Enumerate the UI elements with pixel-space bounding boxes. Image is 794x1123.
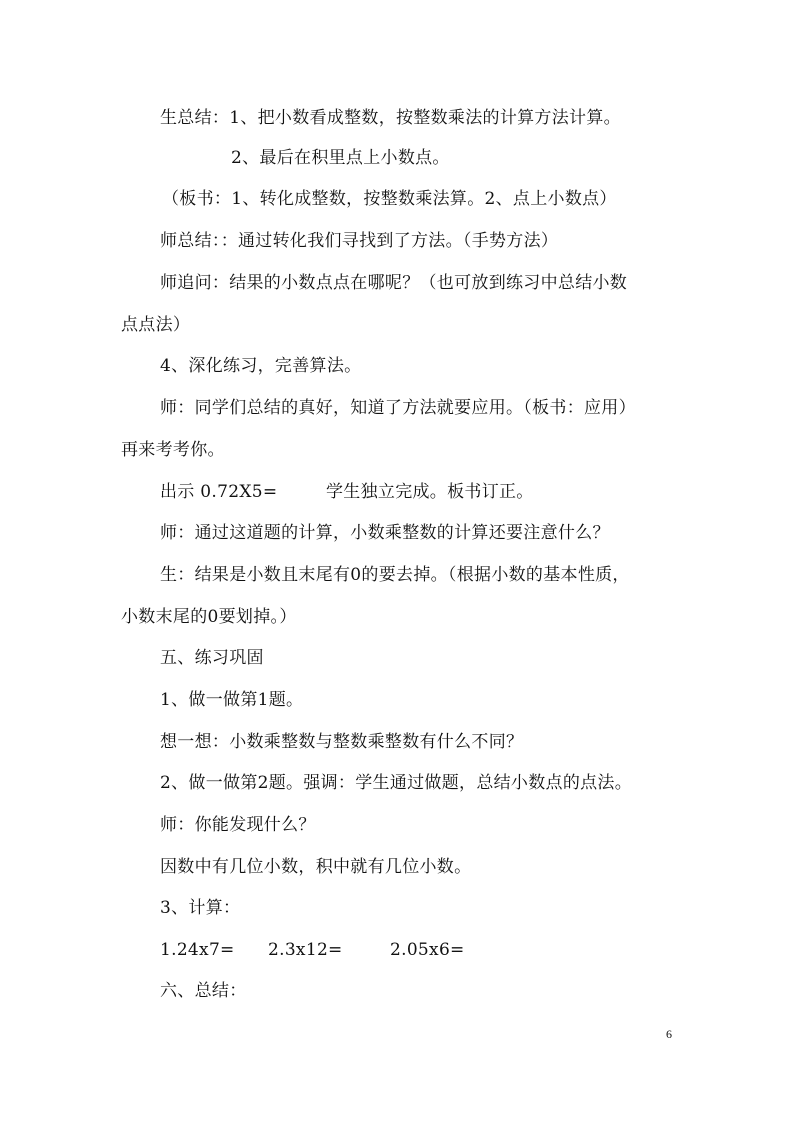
calc-item: 2.05x6=	[390, 940, 465, 960]
page-number: 6	[666, 1027, 672, 1041]
text-line: 2、最后在积里点上小数点。	[231, 148, 450, 168]
text-line: 小数末尾的0要划掉。）	[121, 607, 297, 627]
text-line: 再来考考你。	[121, 440, 225, 460]
text-line: 生总结：1、把小数看成整数，按整数乘法的计算方法计算。	[160, 108, 621, 128]
text-line: 因数中有几位小数，积中就有几位小数。	[160, 857, 472, 877]
calc-item: 2.3x12=	[268, 940, 343, 960]
text-line: 点点法）	[121, 315, 191, 335]
text-line: 生：结果是小数且末尾有0的要去掉。（根据小数的基本性质，	[160, 565, 630, 585]
section-heading: 六、总结：	[160, 981, 247, 1001]
text-line: 想一想：小数乘整数与整数乘整数有什么不同？	[160, 732, 524, 752]
text-line: （板书：1、转化成整数，按整数乘法算。2、点上小数点）	[162, 189, 617, 209]
text-line: 师追问：结果的小数点点在哪呢？（也可放到练习中总结小数	[160, 273, 628, 293]
text-line: 学生独立完成。板书订正。	[326, 482, 534, 502]
text-line: 师：通过这道题的计算，小数乘整数的计算还要注意什么？	[160, 523, 610, 543]
exercise-prompt: 出示 0.72X5=	[160, 482, 278, 502]
text-line: 3、计算：	[160, 898, 241, 918]
calc-item: 1.24x7=	[160, 940, 235, 960]
section-heading: 五、练习巩固	[160, 648, 264, 668]
text-line: 师：同学们总结的真好，知道了方法就要应用。（板书：应用）	[160, 398, 636, 418]
text-line: 4、深化练习，完善算法。	[160, 356, 362, 376]
text-line: 2、做一做第2题。强调：学生通过做题，总结小数点的点法。	[160, 773, 633, 793]
text-line: 1、做一做第1题。	[160, 690, 304, 710]
text-line: 师：你能发现什么？	[160, 815, 316, 835]
text-line: 师总结：：通过转化我们寻找到了方法。（手势方法）	[160, 231, 559, 251]
